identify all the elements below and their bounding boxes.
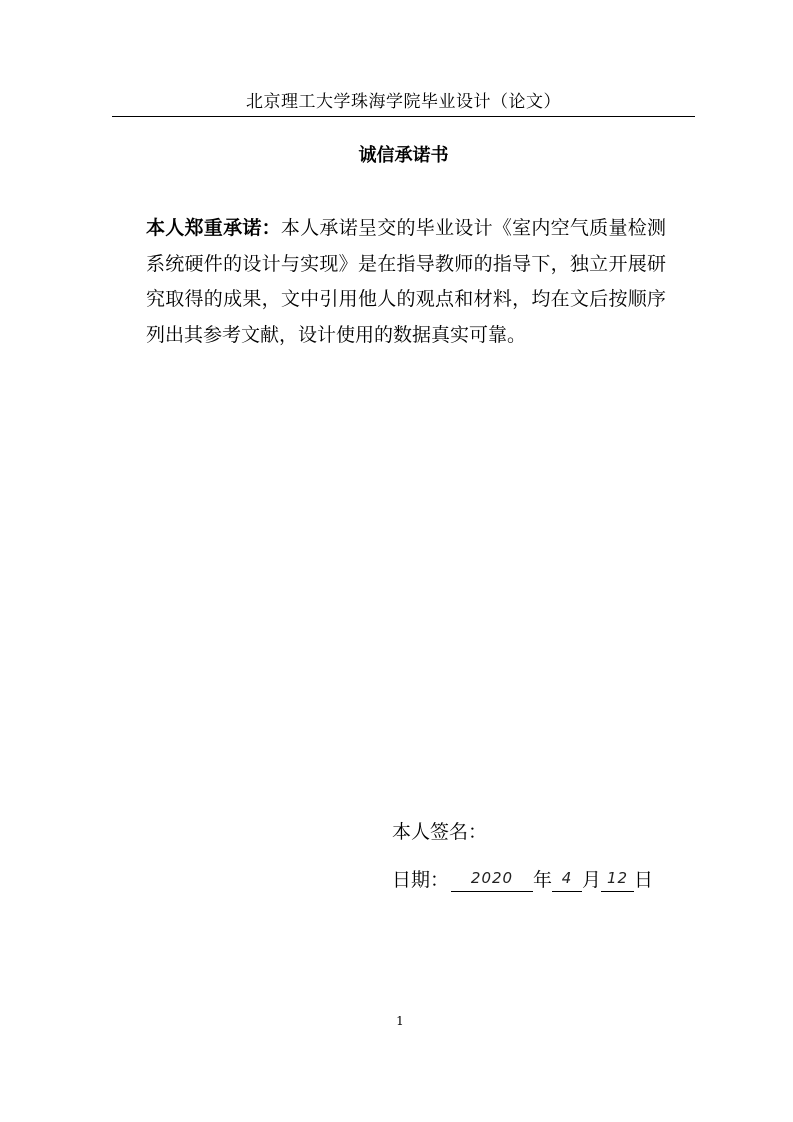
signature-date-label: 日期： bbox=[392, 869, 450, 891]
header-divider bbox=[112, 116, 695, 117]
day-blank bbox=[601, 869, 634, 892]
year-blank bbox=[451, 869, 533, 892]
month-unit: 月 bbox=[582, 869, 602, 891]
signature-name-row bbox=[392, 820, 487, 844]
year-unit: 年 bbox=[533, 869, 553, 891]
page-header-title: 北京理工大学珠海学院毕业设计（论文） bbox=[246, 92, 561, 112]
signature-name-label: 本人签名： bbox=[392, 821, 488, 843]
day-unit: 日 bbox=[634, 869, 654, 891]
document-title: 诚信承诺书 bbox=[358, 145, 449, 166]
month-handwritten-value: 4 bbox=[561, 869, 573, 887]
day-handwritten-value: 12 bbox=[607, 869, 629, 887]
year-handwritten-value: 2020 bbox=[470, 869, 514, 887]
page-number: 1 bbox=[396, 1014, 404, 1028]
pledge-body: 本人承诺呈交的毕业设计《室内空气质量检测系统硬件的设计与实现》是在指导教师的指导下，独立开展研究取得的成果，文中引用他人的观点和材料，均在文后按顺序列出其参考文献，设计使用的数据真实可靠。 bbox=[146, 217, 666, 346]
pledge-paragraph bbox=[146, 211, 666, 353]
month-blank bbox=[552, 869, 582, 892]
signature-date-row bbox=[392, 868, 653, 892]
pledge-lead: 本人郑重承诺： bbox=[146, 217, 281, 239]
